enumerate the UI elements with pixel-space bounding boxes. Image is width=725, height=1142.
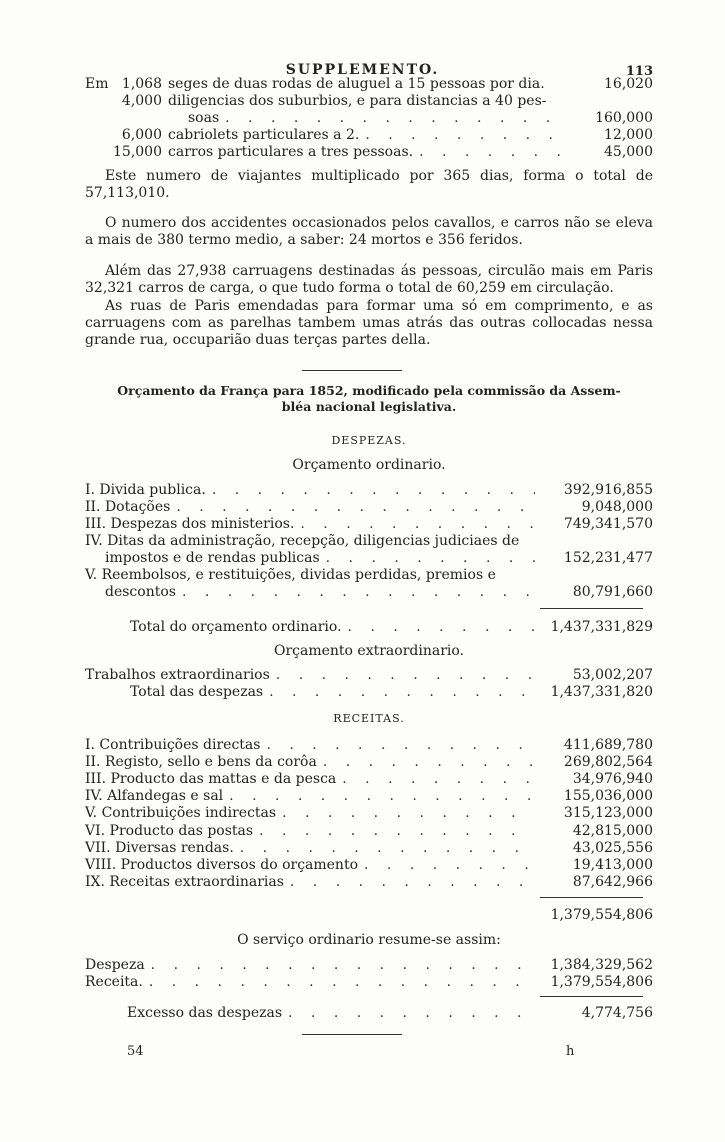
value: 749,341,570 bbox=[563, 516, 653, 532]
value: 19,413,000 bbox=[572, 856, 653, 873]
dot-leader bbox=[182, 584, 535, 601]
paragraph: As ruas de Paris emendadas para formar uma só em comprimento, e as carruagens com as parelhas tambem umas atrás das outras collocadas nessa grande rua, occuparião duas terças partes della. bbox=[85, 298, 653, 348]
value: 45,000 bbox=[604, 144, 653, 160]
value: 411,689,780 bbox=[563, 737, 653, 753]
dot-leader bbox=[326, 550, 535, 567]
summary-row bbox=[85, 974, 653, 991]
label: Receita. bbox=[85, 974, 143, 990]
dot-leader bbox=[348, 619, 535, 636]
label: Trabalhos extraordinarios bbox=[85, 667, 270, 683]
sum-rule bbox=[540, 608, 643, 609]
dot-leader bbox=[266, 737, 535, 754]
label: VI. Producto das postas bbox=[85, 822, 254, 839]
receita-row bbox=[85, 823, 653, 840]
count: 1,068 bbox=[121, 76, 162, 92]
receita-row bbox=[85, 874, 653, 891]
label: descontos bbox=[105, 584, 176, 600]
dot-leader bbox=[240, 840, 535, 857]
value: 155,036,000 bbox=[563, 788, 653, 805]
carriages-intro: Em bbox=[85, 76, 109, 92]
value: 1,379,554,806 bbox=[550, 907, 653, 923]
label: seges de duas rodas de aluguel a 15 pessoas por dia. bbox=[168, 76, 545, 92]
sum-rule bbox=[540, 897, 643, 898]
label: IV. Ditas da administração, recepção, diligencias judiciaes de bbox=[85, 533, 520, 549]
dot-leader bbox=[323, 754, 535, 771]
budget-row-cont bbox=[85, 584, 653, 601]
label: II. Dotações bbox=[85, 499, 171, 515]
dot-leader bbox=[288, 1005, 535, 1022]
label: cabriolets particulares a 2. bbox=[168, 127, 360, 143]
value: 269,802,564 bbox=[563, 754, 653, 771]
label: V. Reembolsos, e restituições, dividas perdidas, premios e bbox=[85, 567, 496, 583]
paragraph: O numero dos accidentes occasionados pelos cavallos, e carros não se eleva a mais de 380 termo medio, a saber: 24 mortos e 356 feridos. bbox=[85, 215, 653, 248]
dot-leader bbox=[176, 499, 535, 516]
value: 1,437,331,829 bbox=[550, 619, 653, 635]
carriage-row bbox=[110, 144, 653, 161]
excesso-row bbox=[85, 1005, 653, 1022]
value: 315,123,000 bbox=[563, 805, 653, 822]
label: IV. Alfandegas e sal bbox=[85, 788, 224, 805]
value: 1,384,329,562 bbox=[550, 957, 653, 973]
label: soas bbox=[188, 110, 220, 126]
signature-mark: h bbox=[566, 1044, 575, 1059]
divider bbox=[302, 370, 402, 371]
dot-leader bbox=[364, 857, 535, 874]
value: 12,000 bbox=[604, 127, 653, 143]
despezas-heading: DESPEZAS. bbox=[331, 434, 407, 447]
budget-row bbox=[85, 482, 653, 499]
label: Total do orçamento ordinario. bbox=[130, 619, 342, 635]
receita-row bbox=[85, 788, 653, 805]
summary-heading: O serviço ordinario resume-se assim: bbox=[237, 932, 501, 948]
dot-leader bbox=[269, 684, 535, 701]
budget-title-cont: bléa nacional legislativa. bbox=[281, 399, 457, 414]
label: II. Registo, sello e bens da corôa bbox=[85, 754, 317, 771]
budget-row bbox=[85, 499, 653, 516]
value: 42,815,000 bbox=[572, 822, 653, 839]
label: V. Contribuições indirectas bbox=[85, 805, 277, 822]
label: I. Contribuições directas bbox=[85, 737, 261, 753]
summary-row bbox=[85, 957, 653, 974]
extraordinario-heading: Orçamento extraordinario. bbox=[273, 643, 464, 659]
count: 15,000 bbox=[113, 144, 162, 160]
label: III. Despezas dos ministerios. bbox=[85, 516, 295, 532]
value: 152,231,477 bbox=[563, 550, 653, 566]
label: carros particulares a tres pessoas. bbox=[168, 144, 414, 160]
label: VII. Diversas rendas. bbox=[85, 839, 234, 856]
receita-row bbox=[85, 771, 653, 788]
ordinario-heading: Orçamento ordinario. bbox=[292, 457, 446, 473]
carriage-row bbox=[110, 93, 653, 110]
label: VIII. Productos diversos do orçamento bbox=[85, 856, 359, 873]
total-ordinario-row bbox=[85, 619, 653, 636]
value: 16,020 bbox=[604, 76, 653, 92]
dot-leader bbox=[290, 874, 535, 891]
budget-row bbox=[85, 567, 653, 584]
dot-leader bbox=[365, 127, 567, 144]
label: III. Producto das mattas e da pesca bbox=[85, 771, 337, 788]
value: 43,025,556 bbox=[572, 839, 653, 856]
paragraph: Além das 27,938 carruagens destinadas ás pessoas, circulão mais em Paris 32,321 carros de carga, o que tudo forma o total de 60,259 em circulação. bbox=[85, 263, 653, 296]
receitas-heading: RECEITAS. bbox=[333, 712, 405, 725]
count: 4,000 bbox=[121, 93, 162, 109]
value: 392,916,855 bbox=[563, 482, 653, 498]
receita-row bbox=[85, 737, 653, 754]
receita-row bbox=[85, 754, 653, 771]
value: 160,000 bbox=[595, 110, 653, 126]
receita-row bbox=[85, 805, 653, 822]
divider bbox=[302, 1034, 402, 1035]
dot-leader bbox=[225, 110, 567, 127]
label: Total das despezas bbox=[130, 684, 264, 700]
sum-rule bbox=[540, 996, 643, 997]
label: Excesso das despezas bbox=[127, 1005, 283, 1021]
dot-leader bbox=[419, 144, 567, 161]
label: diligencias dos suburbios, e para distancias a 40 pes- bbox=[168, 93, 547, 109]
dot-leader bbox=[276, 667, 535, 684]
dot-leader bbox=[212, 482, 535, 499]
total-despezas-row bbox=[85, 684, 653, 701]
receitas-total-row bbox=[85, 907, 653, 924]
dot-leader bbox=[342, 771, 535, 788]
dot-leader bbox=[282, 805, 535, 822]
value: 34,976,940 bbox=[572, 771, 653, 788]
value: 1,437,331,820 bbox=[550, 684, 653, 700]
receita-row bbox=[85, 857, 653, 874]
value: 1,379,554,806 bbox=[550, 974, 653, 990]
signature-number: 54 bbox=[127, 1044, 144, 1059]
carriage-row bbox=[110, 127, 653, 144]
label: I. Divida publica. bbox=[85, 482, 206, 498]
dot-leader bbox=[300, 516, 535, 533]
receita-row bbox=[85, 840, 653, 857]
value: 87,642,966 bbox=[572, 873, 653, 890]
carriage-row-cont bbox=[168, 110, 653, 127]
budget-row bbox=[85, 516, 653, 533]
carriage-row bbox=[110, 76, 653, 93]
label: impostos e de rendas publicas bbox=[105, 550, 320, 566]
running-title: SUPPLEMENTO. bbox=[285, 62, 440, 78]
trabalhos-row bbox=[85, 667, 653, 684]
budget-title: Orçamento da França para 1852, modificado pela commissão da Assem- bbox=[117, 383, 621, 398]
page-number: 113 bbox=[625, 64, 653, 79]
dot-leader bbox=[259, 823, 535, 840]
budget-row bbox=[85, 533, 653, 550]
label: Despeza bbox=[85, 957, 145, 973]
dot-leader bbox=[151, 957, 535, 974]
dot-leader bbox=[229, 788, 535, 805]
count: 6,000 bbox=[121, 127, 162, 143]
paragraph: Este numero de viajantes multiplicado por 365 dias, forma o total de 57,113,010. bbox=[85, 168, 653, 201]
value: 4,774,756 bbox=[581, 1005, 653, 1021]
dot-leader bbox=[149, 974, 535, 991]
value: 53,002,207 bbox=[572, 667, 653, 683]
label: IX. Receitas extraordinarias bbox=[85, 873, 284, 890]
value: 9,048,000 bbox=[581, 499, 653, 515]
budget-row-cont bbox=[85, 550, 653, 567]
value: 80,791,660 bbox=[572, 584, 653, 600]
